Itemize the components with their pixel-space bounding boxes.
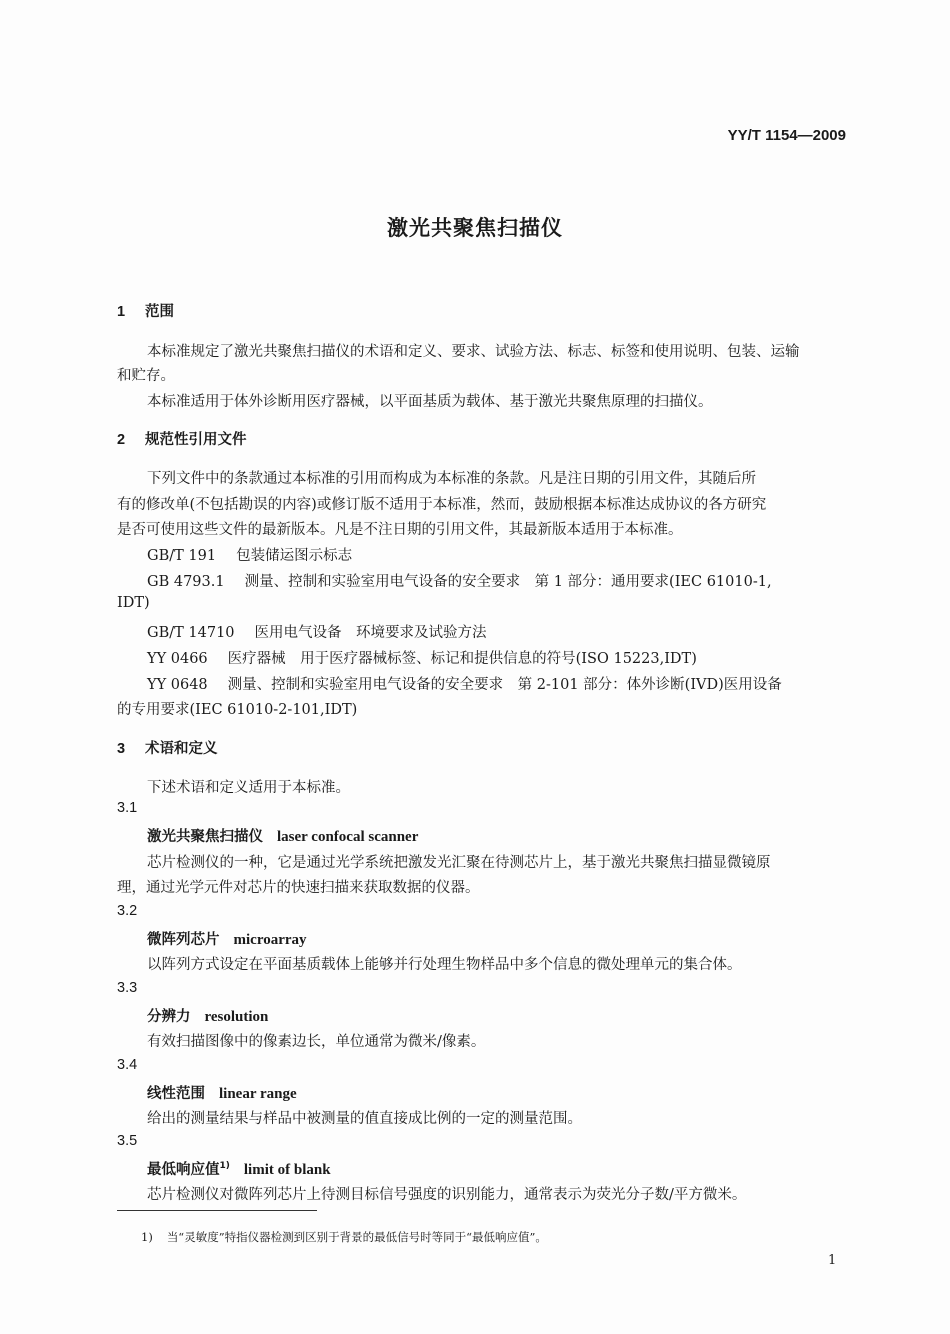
footnote <box>141 1229 547 1245</box>
reference-title: 测量、控制和实验室用电气设备的安全要求 第 2-101 部分：体外诊断(IVD)医用设备 <box>227 677 782 693</box>
term-definition: 给出的测量结果与样品中被测量的值直接成比例的一定的测量范围。 <box>147 1111 582 1127</box>
section-number: 3 <box>117 741 126 757</box>
term-cn: 激光共聚焦扫描仪 <box>147 829 263 845</box>
term-en: limit of blank <box>243 1162 331 1178</box>
term-heading <box>147 1082 297 1103</box>
term-en: microarray <box>233 932 307 948</box>
term-definition: 以阵列方式设定在平面基质载体上能够并行处理生物样品中多个信息的微处理单元的集合体。 <box>147 957 742 973</box>
reference-item <box>147 570 772 591</box>
section-number: 1 <box>117 304 126 320</box>
reference-item <box>147 673 782 694</box>
reference-title: 测量、控制和实验室用电气设备的安全要求 第 1 部分：通用要求(IEC 61010-1, <box>244 574 772 590</box>
term-cn: 分辨力 <box>147 1009 191 1025</box>
paragraph-line: 本标准规定了激光共聚焦扫描仪的术语和定义、要求、试验方法、标志、标签和使用说明、包装、运输 <box>147 344 800 360</box>
paragraph-line: 下述术语和定义适用于本标准。 <box>147 780 350 796</box>
term-cn: 最低响应值 <box>147 1162 220 1178</box>
reference-code: YY 0466 <box>147 651 208 667</box>
term-heading <box>147 1158 331 1179</box>
term-definition: 有效扫描图像中的像素边长，单位通常为微米/像素。 <box>147 1034 486 1050</box>
section-title: 规范性引用文件 <box>145 432 247 448</box>
term-number: 3.4 <box>117 1057 138 1073</box>
page-title: 激光共聚焦扫描仪 <box>387 216 563 240</box>
section-2-heading <box>117 428 247 449</box>
paragraph-line: 和贮存。 <box>117 368 175 384</box>
footnote-divider <box>117 1210 317 1211</box>
reference-item <box>147 621 487 642</box>
term-number: 3.2 <box>117 903 138 919</box>
reference-item <box>147 544 352 565</box>
reference-code: GB/T 191 <box>147 548 217 564</box>
paragraph-line: 本标准适用于体外诊断用医疗器械，以平面基质为载体、基于激光共聚焦原理的扫描仪。 <box>147 394 713 410</box>
term-definition: 芯片检测仪的一种，它是通过光学系统把激发光汇聚在待测芯片上，基于激光共聚焦扫描显微镜原 <box>147 855 771 871</box>
term-number: 3.1 <box>117 800 138 816</box>
footnote-number: 1) <box>141 1230 153 1244</box>
term-heading <box>147 1005 268 1026</box>
reference-continuation: IDT) <box>117 595 150 611</box>
paragraph-line: 有的修改单(不包括勘误的内容)或修订版不适用于本标准，然而，鼓励根据本标准达成协议的各方研究 <box>117 497 767 513</box>
reference-code: YY 0648 <box>147 677 208 693</box>
reference-title: 医用电气设备 环境要求及试验方法 <box>254 625 487 641</box>
footnote-text: 当“灵敏度”特指仪器检测到区别于背景的最低信号时等同于“最低响应值”。 <box>166 1230 547 1244</box>
paragraph-line: 下列文件中的条款通过本标准的引用而构成为本标准的条款。凡是注日期的引用文件，其随后所 <box>147 471 756 487</box>
section-1-heading <box>117 300 174 321</box>
page-number: 1 <box>828 1253 837 1268</box>
paragraph-line: 是否可使用这些文件的最新版本。凡是不注日期的引用文件，其最新版本适用于本标准。 <box>117 522 683 538</box>
footnote-marker: 1) <box>219 1161 230 1172</box>
standard-number: YY/T 1154—2009 <box>727 127 846 144</box>
reference-code: GB/T 14710 <box>147 625 235 641</box>
term-en: linear range <box>219 1086 297 1102</box>
term-definition: 理，通过光学元件对芯片的快速扫描来获取数据的仪器。 <box>117 880 480 896</box>
reference-title: 医疗器械 用于医疗器械标签、标记和提供信息的符号(ISO 15223,IDT) <box>227 651 697 667</box>
term-heading <box>147 928 307 949</box>
term-heading <box>147 825 418 846</box>
term-en: resolution <box>204 1009 269 1025</box>
term-en: laser confocal scanner <box>277 829 419 845</box>
term-number: 3.3 <box>117 980 138 996</box>
term-cn: 微阵列芯片 <box>147 932 220 948</box>
section-3-heading <box>117 737 218 758</box>
reference-title: 包装储运图示标志 <box>236 548 353 564</box>
section-number: 2 <box>117 432 126 448</box>
reference-code: GB 4793.1 <box>147 574 225 590</box>
term-definition: 芯片检测仪对微阵列芯片上待测目标信号强度的识别能力，通常表示为荧光分子数/平方微米。 <box>147 1187 747 1203</box>
reference-continuation: 的专用要求(IEC 61010-2-101,IDT) <box>117 702 358 718</box>
section-title: 术语和定义 <box>145 741 218 757</box>
reference-item <box>147 647 697 668</box>
section-title: 范围 <box>145 304 174 320</box>
term-number: 3.5 <box>117 1133 138 1149</box>
term-cn: 线性范围 <box>147 1086 205 1102</box>
